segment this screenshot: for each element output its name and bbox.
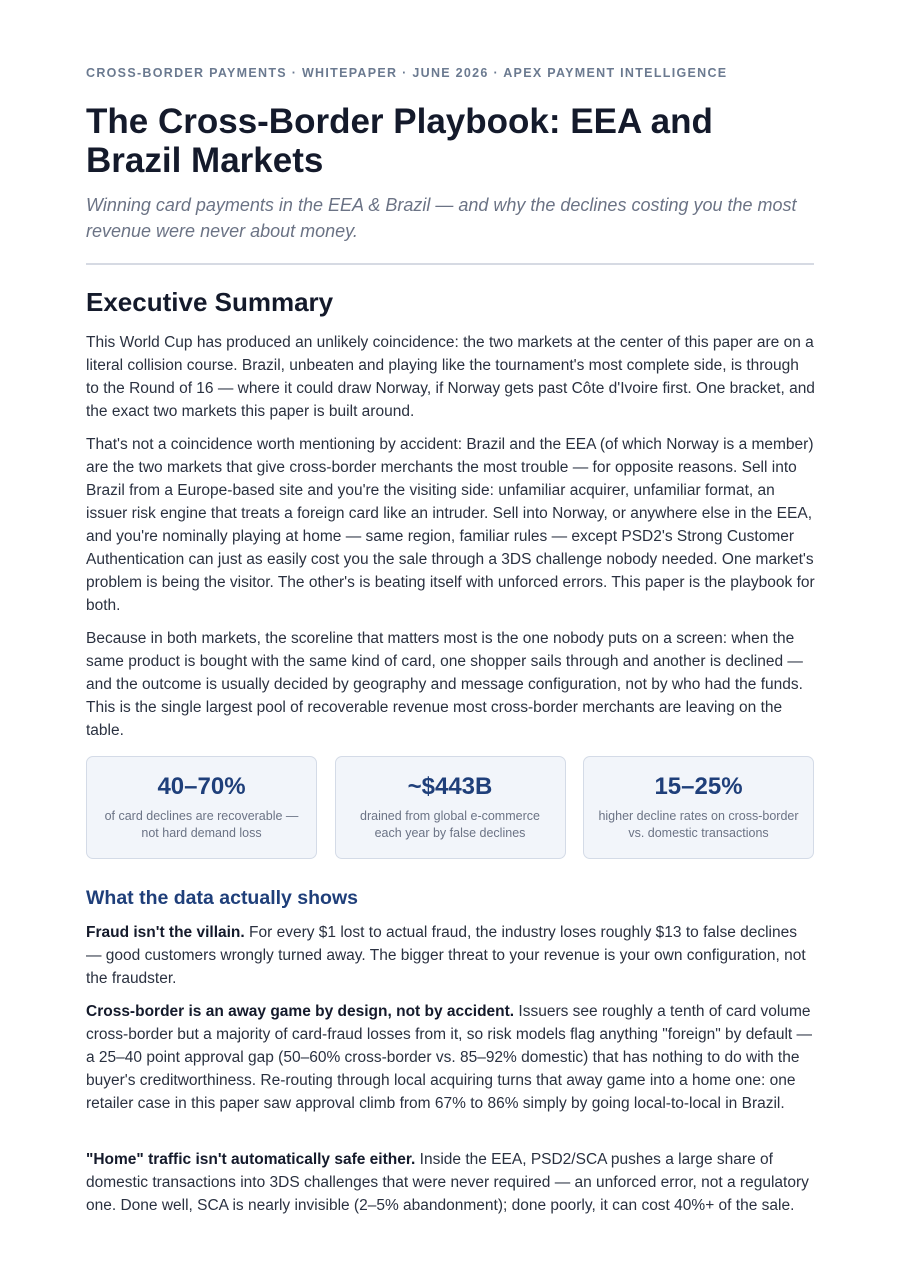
- header-divider: [86, 263, 814, 265]
- data-point-lead: Cross-border is an away game by design, not by accident.: [86, 1003, 515, 1020]
- stat-cards: [86, 756, 814, 859]
- stat-caption: higher decline rates on cross-border vs. domestic transactions: [598, 809, 799, 840]
- data-point-text: For every $1 lost to actual fraud, the industry loses roughly $13 to false declines — good customers wrongly turned away. The bigger threat to your revenue is your own configuration, not the fraudster.: [86, 924, 806, 987]
- stat-card: [583, 756, 814, 859]
- data-point-lead: Fraud isn't the villain.: [86, 924, 245, 941]
- data-point-lead: "Home" traffic isn't automatically safe either.: [86, 1151, 416, 1168]
- eyebrow-meta: CROSS-BORDER PAYMENTS · WHITEPAPER · JUNE 2026 · APEX PAYMENT INTELLIGENCE: [86, 66, 728, 80]
- data-point-text: Inside the EEA, PSD2/SCA pushes a large share of domestic transactions into 3DS challenges that were never required — an unforced error, not a regulatory one. Done well, SCA is nearly invisible (2–5% abandonment); done poorly, it can cost 40%+ of the sale.: [86, 1151, 809, 1214]
- page-title: The Cross-Border Playbook: EEA and Brazil Markets: [86, 102, 713, 180]
- data-section-heading: What the data actually shows: [86, 887, 358, 909]
- stat-value: ~$443B: [407, 773, 493, 800]
- data-point-text: Issuers see roughly a tenth of card volume cross-border but a majority of card-fraud losses from it, so risk models flag anything "foreign" by default — a 25–40 point approval gap (50–60% cross-border vs. 85–92% domestic) that has nothing to do with the buyer's creditworthiness. Re-routing through local acquiring turns that away game into a home one: one retailer case in this paper saw approval climb from 67% to 86% simply by going local-to-local in Brazil.: [86, 1003, 813, 1112]
- stat-value: 15–25%: [654, 773, 743, 800]
- stat-value: 40–70%: [157, 773, 246, 800]
- data-point-paragraph: [86, 1000, 816, 1115]
- stat-card: [335, 756, 566, 859]
- data-point-paragraph: [86, 1148, 816, 1217]
- data-point-paragraph: [86, 921, 816, 990]
- stat-caption: drained from global e-commerce each year by false declines: [360, 809, 540, 840]
- summary-paragraph-2: That's not a coincidence worth mentioning by accident: Brazil and the EEA (of which Norway is a member) are the two markets that give cross-border merchants the most trouble — for opposite reasons. Sell into Brazil from a Europe-based site and you're the visiting side: unfamiliar acquirer, unfamiliar format, an issuer risk engine that treats a foreign card like an intruder. Sell into Norway, or anywhere else in the EEA, and you're nominally playing at home — same region, familiar rules — except PSD2's Strong Customer Authentication can just as easily cost you the sale through a 3DS challenge nobody needed. One market's problem is being the visitor. The other's is beating itself with unforced errors. This paper is the playbook for both.: [86, 436, 815, 614]
- summary-paragraph-3: Because in both markets, the scoreline that matters most is the one nobody puts on a screen: when the same product is bought with the same kind of card, one shopper sails through and another is declined — and the outcome is usually decided by geography and message configuration, not by who had the funds. This is the single largest pool of recoverable revenue most cross-border merchants are leaving on the table.: [86, 630, 803, 739]
- stat-card: [86, 756, 317, 859]
- executive-summary-heading: Executive Summary: [86, 287, 334, 317]
- summary-paragraph-1: This World Cup has produced an unlikely coincidence: the two markets at the center of this paper are on a literal collision course. Brazil, unbeaten and playing like the tournament's most complete side, is through to the Round of 16 — where it could draw Norway, if Norway gets past Côte d'Ivoire first. One bracket, and the exact two markets this paper is built around.: [86, 334, 815, 420]
- page-subtitle: Winning card payments in the EEA & Brazil — and why the declines costing you the most revenue were never about money.: [86, 195, 797, 241]
- stat-caption: of card declines are recoverable — not hard demand loss: [104, 809, 299, 840]
